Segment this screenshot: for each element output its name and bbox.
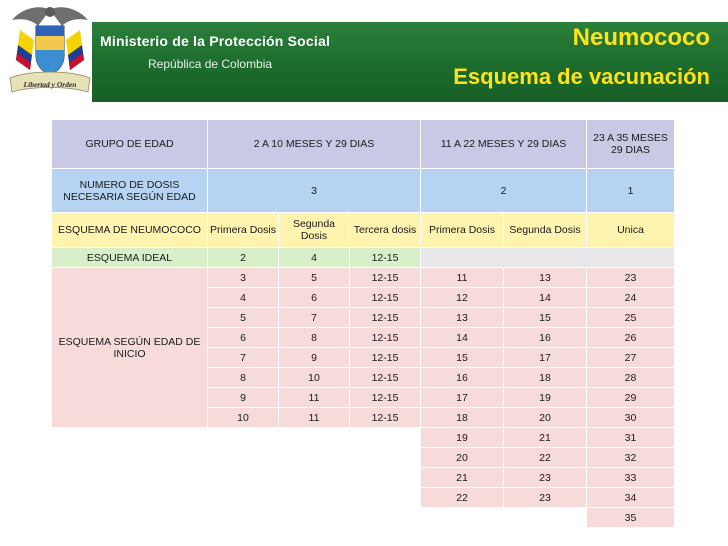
header-cell-group1: 2 A 10 MESES Y 29 DIAS [208, 120, 421, 169]
vaccination-schedule-table [51, 119, 675, 528]
table-cell: 14 [421, 328, 504, 348]
empty-area [52, 428, 421, 528]
ideal-dose-3: 12-15 [350, 248, 421, 268]
table-cell: 31 [587, 428, 675, 448]
table-cell: 12-15 [350, 408, 421, 428]
table-row-ideal [52, 248, 675, 268]
page-title: Neumococo [572, 24, 710, 51]
table-cell: 17 [504, 348, 587, 368]
dose-count-group3: 1 [587, 169, 675, 213]
table-cell: 12-15 [350, 368, 421, 388]
table-row [52, 268, 675, 288]
schema-dose-3: Tercera dosis [350, 213, 421, 248]
table-cell: 34 [587, 488, 675, 508]
republic-name: República de Colombia [148, 57, 273, 71]
table-cell: 12-15 [350, 328, 421, 348]
table-cell: 12-15 [350, 348, 421, 368]
table-cell: 7 [208, 348, 279, 368]
table-cell: 12-15 [350, 308, 421, 328]
table-cell: 35 [587, 508, 675, 528]
table-cell: 18 [421, 408, 504, 428]
table-cell: 11 [279, 408, 350, 428]
dose-count-group2: 2 [421, 169, 587, 213]
table-row-dose-count [52, 169, 675, 213]
table-cell: 6 [208, 328, 279, 348]
table-cell: 7 [279, 308, 350, 328]
table-cell: 12 [421, 288, 504, 308]
schedule-rows [52, 268, 675, 528]
ideal-dose-2: 4 [279, 248, 350, 268]
table-cell: 17 [421, 388, 504, 408]
table-cell: 14 [504, 288, 587, 308]
page-subtitle: Esquema de vacunación [453, 64, 710, 89]
table-cell: 22 [421, 488, 504, 508]
table-cell: 12-15 [350, 288, 421, 308]
table-row [52, 428, 675, 448]
table-cell: 23 [504, 488, 587, 508]
dose-count-group1: 3 [208, 169, 421, 213]
table-cell: 13 [504, 268, 587, 288]
table-cell: 10 [208, 408, 279, 428]
coat-of-arms-icon [0, 0, 100, 102]
table-cell: 11 [421, 268, 504, 288]
table-cell: 15 [504, 308, 587, 328]
header-cell-group3: 23 A 35 MESES 29 DIAS [587, 120, 675, 169]
ideal-dose-1: 2 [208, 248, 279, 268]
table-cell: 24 [587, 288, 675, 308]
table-cell: 30 [587, 408, 675, 428]
table-cell: 5 [208, 308, 279, 328]
ministry-name: Ministerio de la Protección Social [100, 33, 331, 49]
header-cell-grupo: GRUPO DE EDAD [52, 120, 208, 169]
table-cell: 8 [208, 368, 279, 388]
table-cell: 4 [208, 288, 279, 308]
table-cell: 13 [421, 308, 504, 328]
schema-dose-5: Segunda Dosis [504, 213, 587, 248]
table-cell: 20 [421, 448, 504, 468]
schema-dose-4: Primera Dosis [421, 213, 504, 248]
table-cell: 29 [587, 388, 675, 408]
table-cell: 6 [279, 288, 350, 308]
table-cell: 33 [587, 468, 675, 488]
header-cell-group2: 11 A 22 MESES Y 29 DIAS [421, 120, 587, 169]
table-cell: 9 [208, 388, 279, 408]
table-row-age-groups [52, 120, 675, 169]
schema-dose-1: Primera Dosis [208, 213, 279, 248]
table-cell: 23 [504, 468, 587, 488]
table-cell: 15 [421, 348, 504, 368]
table-cell: 25 [587, 308, 675, 328]
table-cell: 16 [504, 328, 587, 348]
table-cell: 23 [587, 268, 675, 288]
table-cell: 32 [587, 448, 675, 468]
empty-cell [421, 508, 587, 528]
table-cell: 12-15 [350, 388, 421, 408]
table-cell: 11 [279, 388, 350, 408]
label-cell-dosis: NUMERO DE DOSIS NECESARIA SEGÚN EDAD [52, 169, 208, 213]
schema-dose-6: Unica [587, 213, 675, 248]
table-cell: 10 [279, 368, 350, 388]
table-cell: 9 [279, 348, 350, 368]
label-cell-segun-edad: ESQUEMA SEGÚN EDAD DE INICIO [52, 268, 208, 428]
table-cell: 22 [504, 448, 587, 468]
table-cell: 21 [504, 428, 587, 448]
table-row-schema [52, 213, 675, 248]
table-cell: 21 [421, 468, 504, 488]
ideal-empty-cell [421, 248, 675, 268]
table-cell: 3 [208, 268, 279, 288]
table-cell: 18 [504, 368, 587, 388]
svg-text:Libertad y Orden: Libertad y Orden [23, 80, 77, 89]
table-cell: 19 [421, 428, 504, 448]
table-cell: 20 [504, 408, 587, 428]
header [0, 0, 728, 110]
label-cell-ideal: ESQUEMA IDEAL [52, 248, 208, 268]
table-cell: 26 [587, 328, 675, 348]
label-cell-esquema: ESQUEMA DE NEUMOCOCO [52, 213, 208, 248]
table-cell: 12-15 [350, 268, 421, 288]
schema-dose-2: Segunda Dosis [279, 213, 350, 248]
table-cell: 19 [504, 388, 587, 408]
table-cell: 28 [587, 368, 675, 388]
table-cell: 16 [421, 368, 504, 388]
table-cell: 8 [279, 328, 350, 348]
table-cell: 5 [279, 268, 350, 288]
table-cell: 27 [587, 348, 675, 368]
